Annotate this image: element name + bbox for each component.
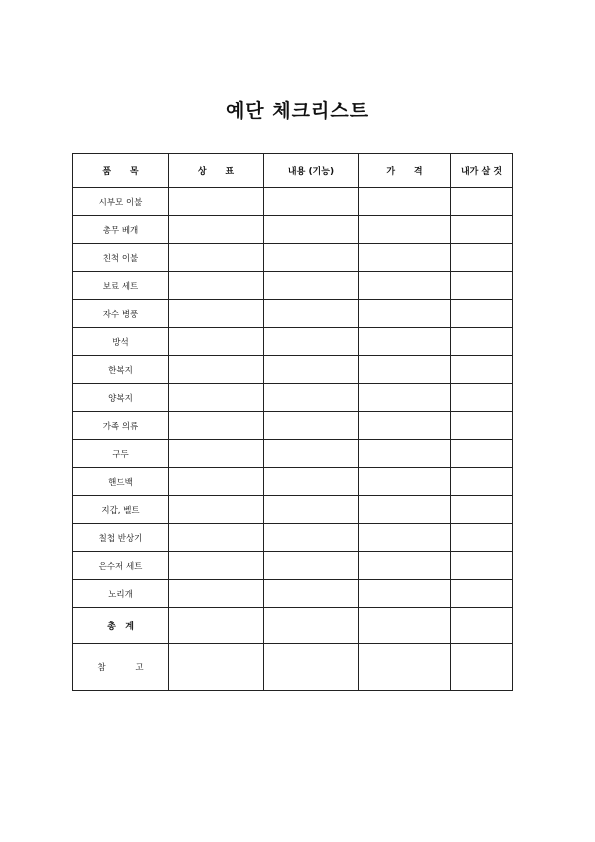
brand-cell[interactable] bbox=[169, 580, 264, 608]
content-cell[interactable] bbox=[264, 216, 359, 244]
table-row bbox=[73, 524, 513, 552]
buy-cell[interactable] bbox=[451, 272, 513, 300]
table-row bbox=[73, 356, 513, 384]
content-cell[interactable] bbox=[264, 244, 359, 272]
content-cell[interactable] bbox=[264, 412, 359, 440]
item-cell: 시부모 이불 bbox=[73, 188, 169, 216]
price-cell[interactable] bbox=[359, 244, 451, 272]
total-label: 총 계 bbox=[73, 608, 169, 644]
price-cell[interactable] bbox=[359, 188, 451, 216]
buy-cell[interactable] bbox=[451, 188, 513, 216]
content-cell[interactable] bbox=[264, 496, 359, 524]
content-cell[interactable] bbox=[264, 188, 359, 216]
header-brand: 상 표 bbox=[169, 154, 264, 188]
item-cell: 총무 베개 bbox=[73, 216, 169, 244]
item-cell: 구두 bbox=[73, 440, 169, 468]
price-cell[interactable] bbox=[359, 468, 451, 496]
content-cell[interactable] bbox=[264, 468, 359, 496]
header-buy: 내가 살 것 bbox=[451, 154, 513, 188]
buy-cell[interactable] bbox=[451, 412, 513, 440]
price-cell[interactable] bbox=[359, 300, 451, 328]
brand-cell[interactable] bbox=[169, 328, 264, 356]
brand-cell[interactable] bbox=[169, 300, 264, 328]
content-cell[interactable] bbox=[264, 384, 359, 412]
buy-cell[interactable] bbox=[451, 300, 513, 328]
notes-brand-cell[interactable] bbox=[169, 644, 264, 691]
notes-price-cell[interactable] bbox=[359, 644, 451, 691]
item-cell: 자수 병풍 bbox=[73, 300, 169, 328]
table-row bbox=[73, 412, 513, 440]
buy-cell[interactable] bbox=[451, 356, 513, 384]
total-row bbox=[73, 608, 513, 644]
price-cell[interactable] bbox=[359, 384, 451, 412]
total-brand-cell[interactable] bbox=[169, 608, 264, 644]
table-row bbox=[73, 328, 513, 356]
brand-cell[interactable] bbox=[169, 216, 264, 244]
table-row bbox=[73, 216, 513, 244]
notes-label: 참 고 bbox=[73, 644, 169, 691]
buy-cell[interactable] bbox=[451, 216, 513, 244]
buy-cell[interactable] bbox=[451, 580, 513, 608]
notes-content-cell[interactable] bbox=[264, 644, 359, 691]
item-cell: 방석 bbox=[73, 328, 169, 356]
price-cell[interactable] bbox=[359, 328, 451, 356]
table-row bbox=[73, 440, 513, 468]
content-cell[interactable] bbox=[264, 328, 359, 356]
header-item: 품 목 bbox=[73, 154, 169, 188]
content-cell[interactable] bbox=[264, 300, 359, 328]
price-cell[interactable] bbox=[359, 496, 451, 524]
price-cell[interactable] bbox=[359, 552, 451, 580]
table-body bbox=[73, 188, 513, 691]
brand-cell[interactable] bbox=[169, 188, 264, 216]
item-cell: 노리개 bbox=[73, 580, 169, 608]
notes-buy-cell[interactable] bbox=[451, 644, 513, 691]
buy-cell[interactable] bbox=[451, 244, 513, 272]
table-row bbox=[73, 384, 513, 412]
buy-cell[interactable] bbox=[451, 384, 513, 412]
header-content: 내용 (기능) bbox=[264, 154, 359, 188]
table-row bbox=[73, 580, 513, 608]
table-row bbox=[73, 300, 513, 328]
price-cell[interactable] bbox=[359, 356, 451, 384]
table-row bbox=[73, 496, 513, 524]
item-cell: 한복지 bbox=[73, 356, 169, 384]
header-price: 가 격 bbox=[359, 154, 451, 188]
brand-cell[interactable] bbox=[169, 496, 264, 524]
price-cell[interactable] bbox=[359, 524, 451, 552]
price-cell[interactable] bbox=[359, 440, 451, 468]
notes-row bbox=[73, 644, 513, 691]
header-row bbox=[73, 154, 513, 188]
buy-cell[interactable] bbox=[451, 552, 513, 580]
buy-cell[interactable] bbox=[451, 496, 513, 524]
checklist-table bbox=[72, 153, 513, 691]
brand-cell[interactable] bbox=[169, 440, 264, 468]
brand-cell[interactable] bbox=[169, 384, 264, 412]
item-cell: 보료 세트 bbox=[73, 272, 169, 300]
item-cell: 칠첩 반상기 bbox=[73, 524, 169, 552]
item-cell: 핸드백 bbox=[73, 468, 169, 496]
content-cell[interactable] bbox=[264, 440, 359, 468]
brand-cell[interactable] bbox=[169, 524, 264, 552]
content-cell[interactable] bbox=[264, 552, 359, 580]
item-cell: 지갑, 벨트 bbox=[73, 496, 169, 524]
item-cell: 가족 의류 bbox=[73, 412, 169, 440]
buy-cell[interactable] bbox=[451, 328, 513, 356]
table-row bbox=[73, 552, 513, 580]
price-cell[interactable] bbox=[359, 412, 451, 440]
total-content-cell[interactable] bbox=[264, 608, 359, 644]
brand-cell[interactable] bbox=[169, 412, 264, 440]
price-cell[interactable] bbox=[359, 580, 451, 608]
price-cell[interactable] bbox=[359, 272, 451, 300]
brand-cell[interactable] bbox=[169, 244, 264, 272]
content-cell[interactable] bbox=[264, 524, 359, 552]
table-row bbox=[73, 272, 513, 300]
content-cell[interactable] bbox=[264, 356, 359, 384]
price-cell[interactable] bbox=[359, 216, 451, 244]
item-cell: 양복지 bbox=[73, 384, 169, 412]
brand-cell[interactable] bbox=[169, 356, 264, 384]
page-title: 예단 체크리스트 bbox=[225, 100, 370, 122]
buy-cell[interactable] bbox=[451, 524, 513, 552]
item-cell: 은수저 세트 bbox=[73, 552, 169, 580]
buy-cell[interactable] bbox=[451, 468, 513, 496]
table-row bbox=[73, 468, 513, 496]
total-price-cell[interactable] bbox=[359, 608, 451, 644]
item-cell: 친척 이불 bbox=[73, 244, 169, 272]
content-cell[interactable] bbox=[264, 272, 359, 300]
table-row bbox=[73, 244, 513, 272]
brand-cell[interactable] bbox=[169, 468, 264, 496]
brand-cell[interactable] bbox=[169, 272, 264, 300]
total-buy-cell[interactable] bbox=[451, 608, 513, 644]
table-row bbox=[73, 188, 513, 216]
content-cell[interactable] bbox=[264, 580, 359, 608]
buy-cell[interactable] bbox=[451, 440, 513, 468]
brand-cell[interactable] bbox=[169, 552, 264, 580]
